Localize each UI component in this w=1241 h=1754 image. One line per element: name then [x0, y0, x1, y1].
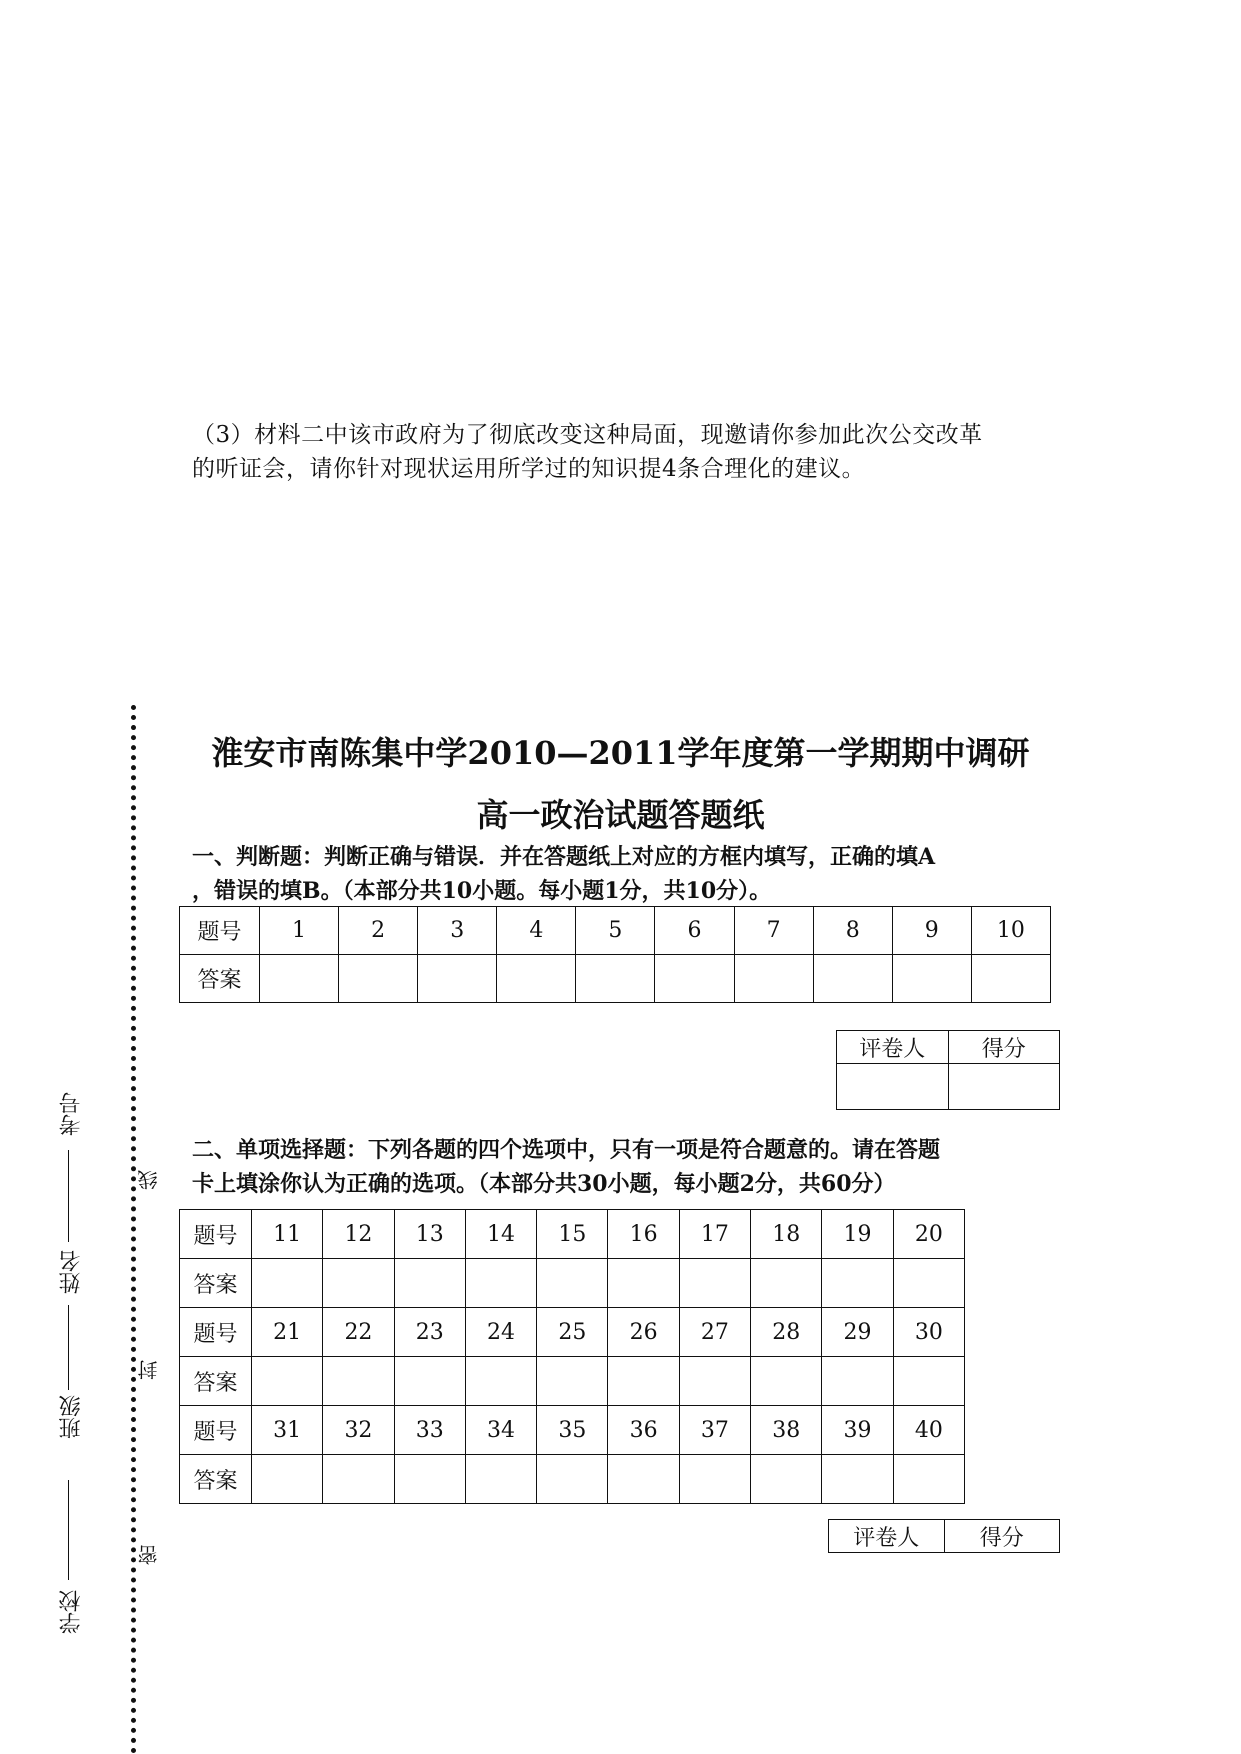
table-row: [180, 955, 1051, 1003]
section-1-instructions: [192, 840, 1052, 908]
grader-cell[interactable]: [837, 1064, 949, 1110]
school-blank-line: [68, 1480, 70, 1580]
seal-dotted-line: [131, 705, 136, 1754]
header-label: 题号: [180, 1308, 252, 1357]
class-label: 班级: [59, 1395, 84, 1439]
question-number: 35: [537, 1406, 608, 1455]
answer-cell[interactable]: [734, 955, 813, 1003]
question-number: 12: [323, 1210, 394, 1259]
answer-cell[interactable]: [751, 1357, 822, 1406]
question-number: 7: [734, 907, 813, 955]
grader-label: 评卷人: [837, 1031, 949, 1064]
question-number: 28: [751, 1308, 822, 1357]
answer-cell[interactable]: [465, 1357, 536, 1406]
section-2-line-1: 二、单项选择题：下列各题的四个选项中，只有一项是符合题意的。请在答题: [192, 1137, 941, 1163]
answer-label: 答案: [180, 1357, 252, 1406]
section-2-line-2: 卡上填涂你认为正确的选项。（本部分共30小题，每小题2分，共60分）: [192, 1171, 896, 1197]
multiple-choice-answer-table: [179, 1209, 965, 1504]
question-number: 36: [608, 1406, 679, 1455]
answer-cell[interactable]: [893, 1259, 964, 1308]
question-number: 20: [893, 1210, 964, 1259]
question-number: 14: [465, 1210, 536, 1259]
answer-cell[interactable]: [971, 955, 1050, 1003]
answer-label: 答案: [180, 1455, 252, 1504]
answer-cell[interactable]: [339, 955, 418, 1003]
seal-mark: 密: [137, 1545, 161, 1565]
answer-cell[interactable]: [252, 1357, 323, 1406]
question-3: [192, 418, 1052, 486]
answer-cell[interactable]: [252, 1259, 323, 1308]
score-label: 得分: [944, 1520, 1060, 1553]
grader-box-2: [828, 1519, 1060, 1553]
header-label: 题号: [180, 907, 260, 955]
question-number: 4: [497, 907, 576, 955]
question-number: 9: [892, 907, 971, 955]
table-row: [180, 1308, 965, 1357]
score-cell[interactable]: [948, 1064, 1060, 1110]
answer-cell[interactable]: [679, 1455, 750, 1504]
question-line-1: （3）材料二中该市政府为了彻底改变这种局面，现邀请你参加此次公交改革: [192, 422, 983, 448]
answer-cell[interactable]: [893, 1357, 964, 1406]
question-number: 30: [893, 1308, 964, 1357]
answer-cell[interactable]: [822, 1357, 893, 1406]
question-number: 37: [679, 1406, 750, 1455]
answer-cell[interactable]: [537, 1259, 608, 1308]
grader-label: 评卷人: [829, 1520, 945, 1553]
answer-cell[interactable]: [260, 955, 339, 1003]
answer-cell[interactable]: [394, 1455, 465, 1504]
table-row: [180, 1455, 965, 1504]
question-number: 1: [260, 907, 339, 955]
question-number: 16: [608, 1210, 679, 1259]
question-number: 10: [971, 907, 1050, 955]
question-number: 15: [537, 1210, 608, 1259]
answer-label: 答案: [180, 955, 260, 1003]
answer-cell[interactable]: [323, 1455, 394, 1504]
class-blank-line: [68, 1305, 70, 1390]
answer-label: 答案: [180, 1259, 252, 1308]
answer-cell[interactable]: [465, 1259, 536, 1308]
answer-cell[interactable]: [751, 1455, 822, 1504]
section-1-line-2: ，错误的填B。（本部分共10小题。每小题1分，共10分）。: [192, 878, 772, 904]
exam-number-label: 考号: [59, 1092, 84, 1136]
question-number: 26: [608, 1308, 679, 1357]
answer-cell[interactable]: [497, 955, 576, 1003]
question-number: 34: [465, 1406, 536, 1455]
answer-cell[interactable]: [822, 1259, 893, 1308]
question-number: 3: [418, 907, 497, 955]
answer-cell[interactable]: [655, 955, 734, 1003]
question-number: 8: [813, 907, 892, 955]
table-row: [180, 1259, 965, 1308]
answer-cell[interactable]: [679, 1357, 750, 1406]
answer-cell[interactable]: [537, 1357, 608, 1406]
table-row: [180, 1357, 965, 1406]
answer-cell[interactable]: [323, 1357, 394, 1406]
grader-box-1: [836, 1030, 1060, 1110]
answer-cell[interactable]: [418, 955, 497, 1003]
section-1-line-1: 一、判断题：判断正确与错误．并在答题纸上对应的方框内填写，正确的填A: [192, 844, 936, 870]
question-number: 33: [394, 1406, 465, 1455]
score-label: 得分: [948, 1031, 1060, 1064]
question-number: 6: [655, 907, 734, 955]
question-number: 2: [339, 907, 418, 955]
answer-cell[interactable]: [252, 1455, 323, 1504]
name-blank-line: [68, 1150, 70, 1242]
question-number: 13: [394, 1210, 465, 1259]
answer-cell[interactable]: [813, 955, 892, 1003]
line-mark: 线: [137, 1170, 161, 1190]
question-number: 5: [576, 907, 655, 955]
fold-mark: 封: [137, 1360, 161, 1380]
answer-cell[interactable]: [394, 1357, 465, 1406]
true-false-answer-table: [179, 906, 1051, 1003]
question-number: 18: [751, 1210, 822, 1259]
answer-cell[interactable]: [537, 1455, 608, 1504]
question-number: 39: [822, 1406, 893, 1455]
question-number: 27: [679, 1308, 750, 1357]
header-label: 题号: [180, 1406, 252, 1455]
table-row: [180, 1406, 965, 1455]
school-label: 学校: [59, 1590, 84, 1634]
question-number: 19: [822, 1210, 893, 1259]
question-number: 24: [465, 1308, 536, 1357]
question-number: 11: [252, 1210, 323, 1259]
answer-cell[interactable]: [608, 1357, 679, 1406]
answer-cell[interactable]: [892, 955, 971, 1003]
question-number: 38: [751, 1406, 822, 1455]
answer-cell[interactable]: [893, 1455, 964, 1504]
question-number: 32: [323, 1406, 394, 1455]
table-row: [180, 907, 1051, 955]
page-subtitle: 高一政治试题答题纸: [476, 796, 765, 834]
section-2-instructions: [192, 1133, 1052, 1201]
answer-cell[interactable]: [608, 1259, 679, 1308]
answer-cell[interactable]: [608, 1455, 679, 1504]
question-number: 40: [893, 1406, 964, 1455]
answer-cell[interactable]: [679, 1259, 750, 1308]
question-number: 21: [252, 1308, 323, 1357]
page-title: 淮安市南陈集中学2010—2011学年度第一学期期中调研: [211, 734, 1030, 772]
question-number: 31: [252, 1406, 323, 1455]
question-number: 22: [323, 1308, 394, 1357]
question-number: 25: [537, 1308, 608, 1357]
name-label: 姓名: [59, 1250, 84, 1294]
question-line-2: 的听证会，请你针对现状运用所学过的知识提4条合理化的建议。: [192, 456, 866, 482]
answer-cell[interactable]: [323, 1259, 394, 1308]
table-row: [180, 1210, 965, 1259]
answer-cell[interactable]: [394, 1259, 465, 1308]
answer-cell[interactable]: [751, 1259, 822, 1308]
question-number: 29: [822, 1308, 893, 1357]
question-number: 17: [679, 1210, 750, 1259]
header-label: 题号: [180, 1210, 252, 1259]
answer-cell[interactable]: [465, 1455, 536, 1504]
answer-cell[interactable]: [822, 1455, 893, 1504]
question-number: 23: [394, 1308, 465, 1357]
answer-cell[interactable]: [576, 955, 655, 1003]
